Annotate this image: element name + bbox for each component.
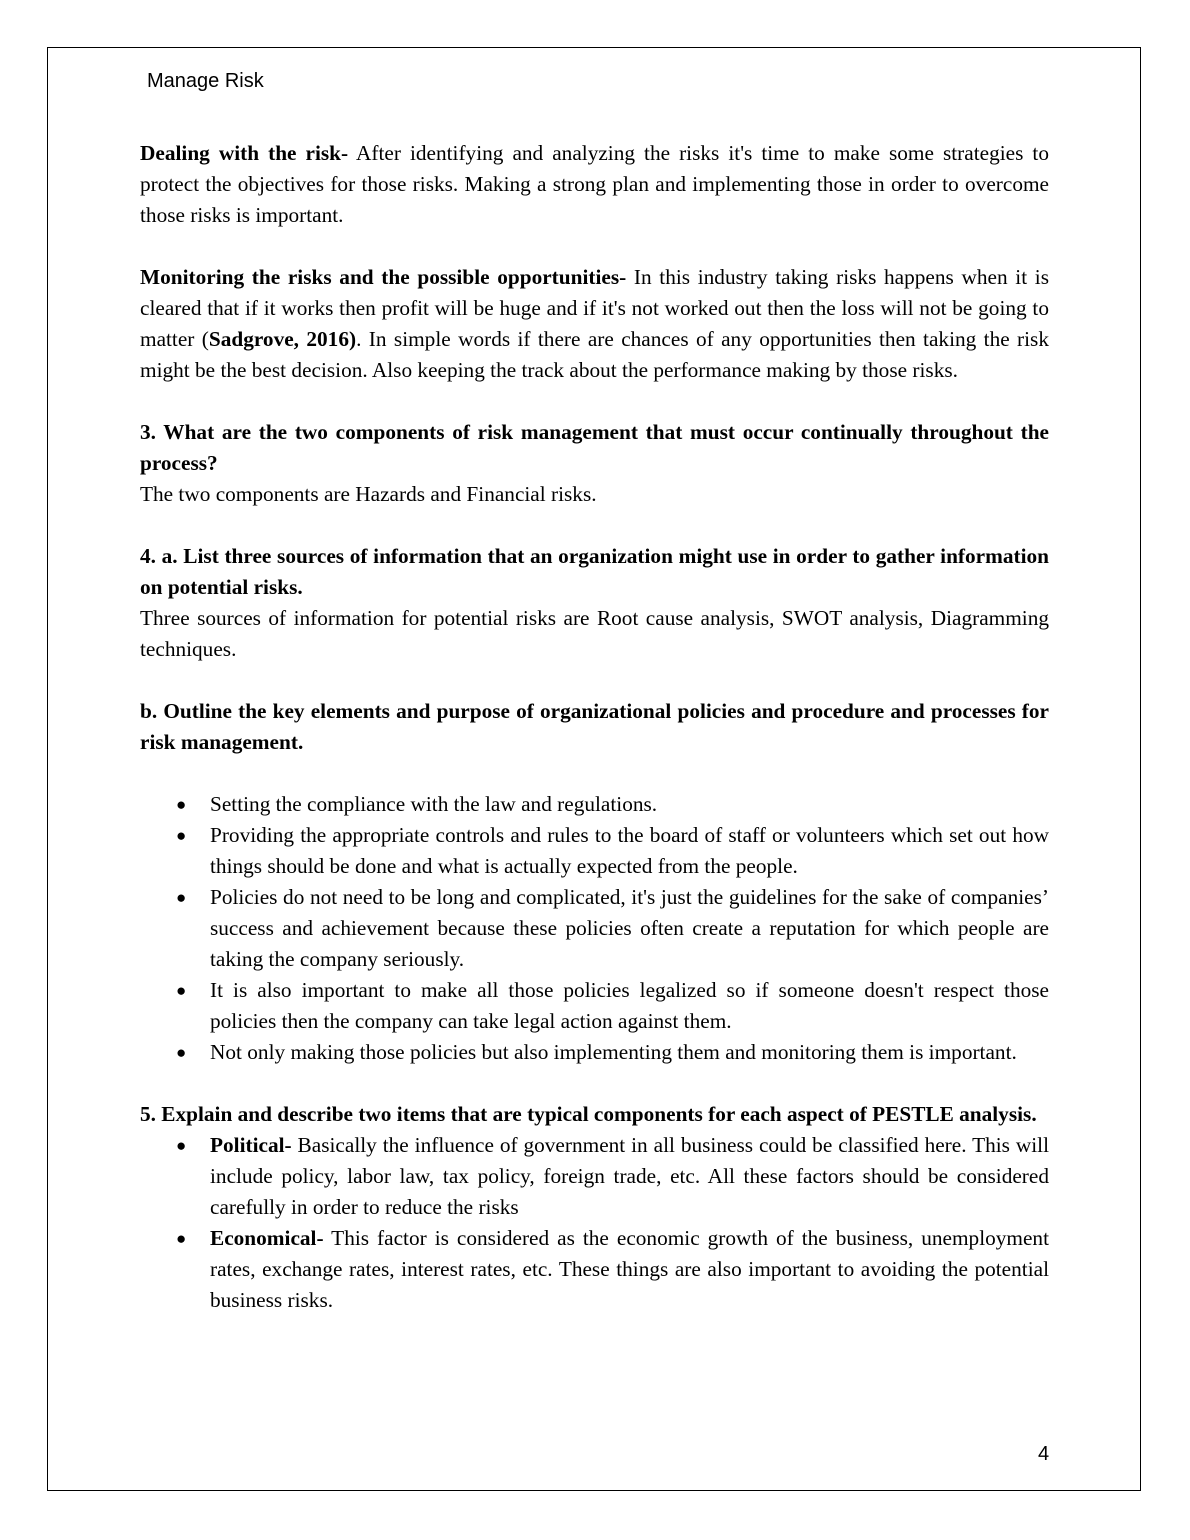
- bullet-icon: ●: [176, 1229, 187, 1248]
- list-item: [140, 1130, 1049, 1223]
- monitoring-citation: Sadgrove, 2016): [208, 327, 357, 351]
- question-4b: [140, 696, 1049, 758]
- monitoring-text-after: . In simple words if there are chances of any opportunities then taking the risk might be the best decision. Also keeping the track about the performance making by those risks.: [140, 327, 1049, 382]
- question-4a-text: 4. a. List three sources of information that an organization might use in order to gather information on potential risks.: [140, 544, 1049, 599]
- list-item-text: Policies do not need to be long and complicated, it's just the guidelines for the sake of companies’ success and achievement because these policies often create a reputation for which people are taking the company seriously.: [210, 885, 1049, 971]
- dealing-text: After identifying and analyzing the risks it's time to make some strategies to protect the objectives for those risks. Making a strong plan and implementing those in order to overcome those risks is important.: [140, 141, 1049, 227]
- bullet-icon: ●: [176, 1043, 187, 1062]
- page-header: Manage Risk: [147, 70, 264, 92]
- list-item: [140, 1223, 1049, 1316]
- question-5-text: 5. Explain and describe two items that are typical components for each aspect of PESTLE analysis.: [140, 1102, 1037, 1126]
- answer-3: The two components are Hazards and Financial risks.: [140, 482, 597, 506]
- question-4b-text: b. Outline the key elements and purpose of organizational policies and procedure and processes for risk management.: [140, 699, 1049, 754]
- list-item-text: This factor is considered as the economic growth of the business, unemployment rates, exchange rates, interest rates, etc. These things are also important to avoiding the potential business risks.: [210, 1226, 1049, 1312]
- question-3: [140, 417, 1049, 479]
- list-item: [140, 820, 1049, 882]
- paragraph-dealing: [140, 138, 1049, 231]
- list-item-text: Not only making those policies but also implementing them and monitoring them is important.: [210, 1040, 1017, 1064]
- bullet-icon: ●: [176, 888, 187, 907]
- dealing-heading: Dealing with the risk-: [140, 141, 349, 165]
- bullet-icon: ●: [176, 795, 187, 814]
- pestle-term-economical: Economical-: [210, 1226, 324, 1250]
- list-item: [140, 1037, 1049, 1068]
- page-number: 4: [1038, 1443, 1050, 1465]
- list-item: [140, 882, 1049, 975]
- list-item-text: Setting the compliance with the law and regulations.: [210, 792, 658, 816]
- list-item-text: Providing the appropriate controls and rules to the board of staff or volunteers which set out how things should be done and what is actually expected from the people.: [210, 823, 1049, 878]
- bullet-icon: ●: [176, 826, 187, 845]
- question-4a: [140, 541, 1049, 603]
- list-item: [140, 975, 1049, 1037]
- answer-4a: Three sources of information for potential risks are Root cause analysis, SWOT analysis, Diagramming techniques.: [140, 606, 1049, 661]
- document-body: [140, 138, 1049, 1316]
- list-item-text: Basically the influence of government in all business could be classified here. This will include policy, labor law, tax policy, foreign trade, etc. All these factors should be considered carefully in order to reduce the risks: [210, 1133, 1049, 1219]
- pestle-term-political: Political-: [210, 1133, 292, 1157]
- question-3-text: 3. What are the two components of risk management that must occur continually throughout the process?: [140, 420, 1049, 475]
- list-item-text: It is also important to make all those policies legalized so if someone doesn't respect those policies then the company can take legal action against them.: [210, 978, 1049, 1033]
- monitoring-text-before: In this industry taking risks happens when it is cleared that if it works then profit will be huge and if it's not worked out then the loss will not be going to matter (: [140, 265, 1049, 351]
- question-5: [140, 1099, 1049, 1130]
- monitoring-heading: Monitoring the risks and the possible opportunities-: [140, 265, 627, 289]
- bullet-icon: ●: [176, 1136, 187, 1155]
- paragraph-monitoring: [140, 262, 1049, 386]
- policy-bullet-list: [140, 789, 1049, 1068]
- list-item: [140, 789, 1049, 820]
- pestle-bullet-list: [140, 1130, 1049, 1316]
- bullet-icon: ●: [176, 981, 187, 1000]
